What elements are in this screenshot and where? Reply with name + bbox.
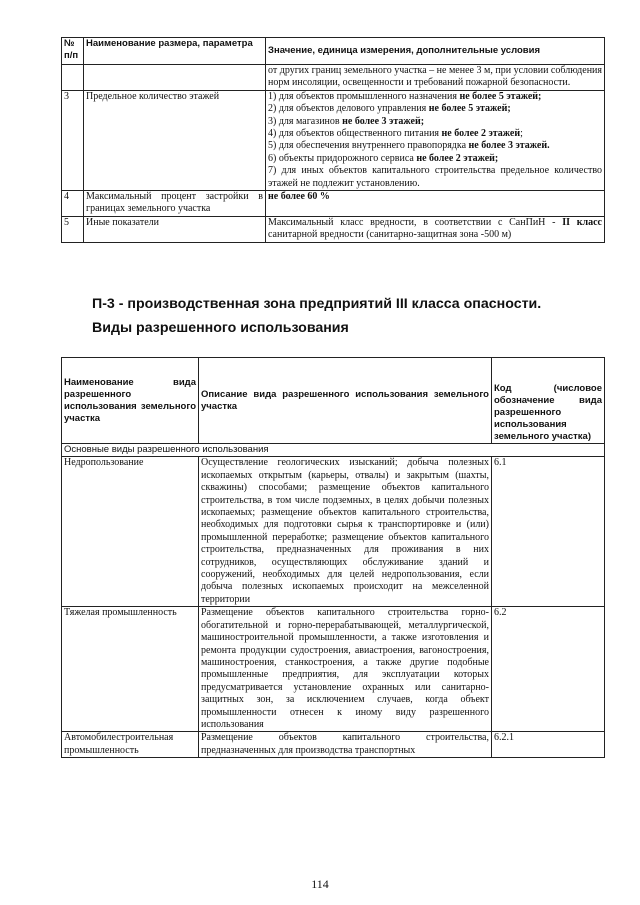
parameters-row-floors bbox=[62, 90, 605, 190]
use-name: Недропользование bbox=[62, 457, 199, 607]
row-value: Максимальный класс вредности, в соответствии с СанПиН - II класс санитарной вредности (санитарно-защитная зона -500 м) bbox=[266, 216, 605, 242]
floors-line: 3) для магазинов не более 3 этажей; bbox=[268, 115, 425, 127]
continuation-text: от других границ земельного участка – не менее 3 м, при условии соблюдения норм инсоляции, освещенности и требований пожарной безопасности. bbox=[266, 65, 605, 91]
use-code: 6.2 bbox=[492, 607, 605, 732]
section-row bbox=[62, 444, 605, 457]
parameters-row-other bbox=[62, 216, 605, 242]
header-use-desc: Описание вида разрешенного использования земельного участка bbox=[199, 358, 492, 444]
floors-line: 7) для иных объектов капитального строительства предельное количество этажей не подлежит установлению. bbox=[268, 165, 602, 189]
row-name: Предельное количество этажей bbox=[84, 90, 266, 190]
floors-line: 4) для объектов общественного питания не более 2 этажей; bbox=[268, 128, 523, 140]
header-name: Наименование размера, параметра bbox=[84, 38, 266, 65]
row-num: 3 bbox=[62, 90, 84, 190]
parameters-row-coverage bbox=[62, 191, 605, 217]
page-number: 114 bbox=[311, 877, 329, 891]
parameters-header-row bbox=[62, 38, 605, 65]
header-num: № п/п bbox=[62, 38, 84, 65]
section-title: Основные виды разрешенного использования bbox=[62, 444, 605, 457]
parameters-continuation-row bbox=[62, 65, 605, 91]
row-num: 4 bbox=[62, 191, 84, 217]
use-name: Автомобилестроительная промышленность bbox=[62, 732, 199, 758]
use-row bbox=[62, 457, 605, 607]
header-use-name: Наименование вида разрешенного использования земельного участка bbox=[62, 358, 199, 444]
use-code: 6.1 bbox=[492, 457, 605, 607]
use-name: Тяжелая промышленность bbox=[62, 607, 199, 732]
floors-list bbox=[268, 91, 602, 190]
floors-line: 5) для обеспечения внутреннего правопорядка не более 3 этажей. bbox=[268, 140, 550, 152]
floors-line: 1) для объектов промышленного назначения не более 5 этажей; bbox=[268, 90, 542, 102]
permitted-uses-table bbox=[61, 357, 605, 758]
parameters-table bbox=[61, 37, 605, 243]
row-name: Максимальный процент застройки в границах земельного участка bbox=[84, 191, 266, 217]
header-value: Значение, единица измерения, дополнительные условия bbox=[266, 38, 605, 65]
header-use-code: Код (числовое обозначение вида разрешенного использования земельного участка) bbox=[492, 358, 605, 444]
use-desc: Размещение объектов капитального строительства, предназначенных для производства транспортных bbox=[199, 732, 492, 758]
row-name: Иные показатели bbox=[84, 216, 266, 242]
use-desc: Размещение объектов капитального строительства горно-обогатительной и горно-перерабатывающей, металлургической, машиностроительной промышленности, а также изготовления и ремонта продукции судостроения, авиастроения, вагоностроения, машиностроения, станкостроения, а также другие подобные промышленные предприятия, для эксплуатации которых предусматривается установление охранных или санитарно-защитных зон, за исключением случаев, когда объект промышленности отнесен к иному виду разрешенного использования bbox=[199, 607, 492, 732]
uses-title: Виды разрешенного использования bbox=[92, 320, 349, 336]
floors-line: 2) для объектов делового управления не более 5 этажей; bbox=[268, 103, 511, 115]
use-row bbox=[62, 732, 605, 758]
uses-header-row bbox=[62, 358, 605, 444]
floors-line: 6) объекты придорожного сервиса не более 2 этажей; bbox=[268, 152, 499, 164]
floors-values bbox=[266, 90, 605, 190]
row-value: не более 60 % bbox=[266, 191, 605, 217]
row-num: 5 bbox=[62, 216, 84, 242]
use-code: 6.2.1 bbox=[492, 732, 605, 758]
use-row bbox=[62, 607, 605, 732]
use-desc: Осуществление геологических изысканий; добыча полезных ископаемых открытым (карьеры, отвалы) и закрытым (шахты, скважины) способами; размещение объектов капитального строительства, в том числе подземных, в целях добычи полезных ископаемых; размещение объектов капитального строительства, необходимых для подготовки сырья к транспортировке и (или) промышленной переработке; размещение объектов капитального строительства, предназначенных для проживания в них сотрудников, осуществляющих обслуживание зданий и сооружений, необходимых для целей недропользования, если добыча полезных ископаемых происходит на межселенной территории bbox=[199, 457, 492, 607]
zone-title: П-3 - производственная зона предприятий III класса опасности. bbox=[92, 296, 542, 312]
